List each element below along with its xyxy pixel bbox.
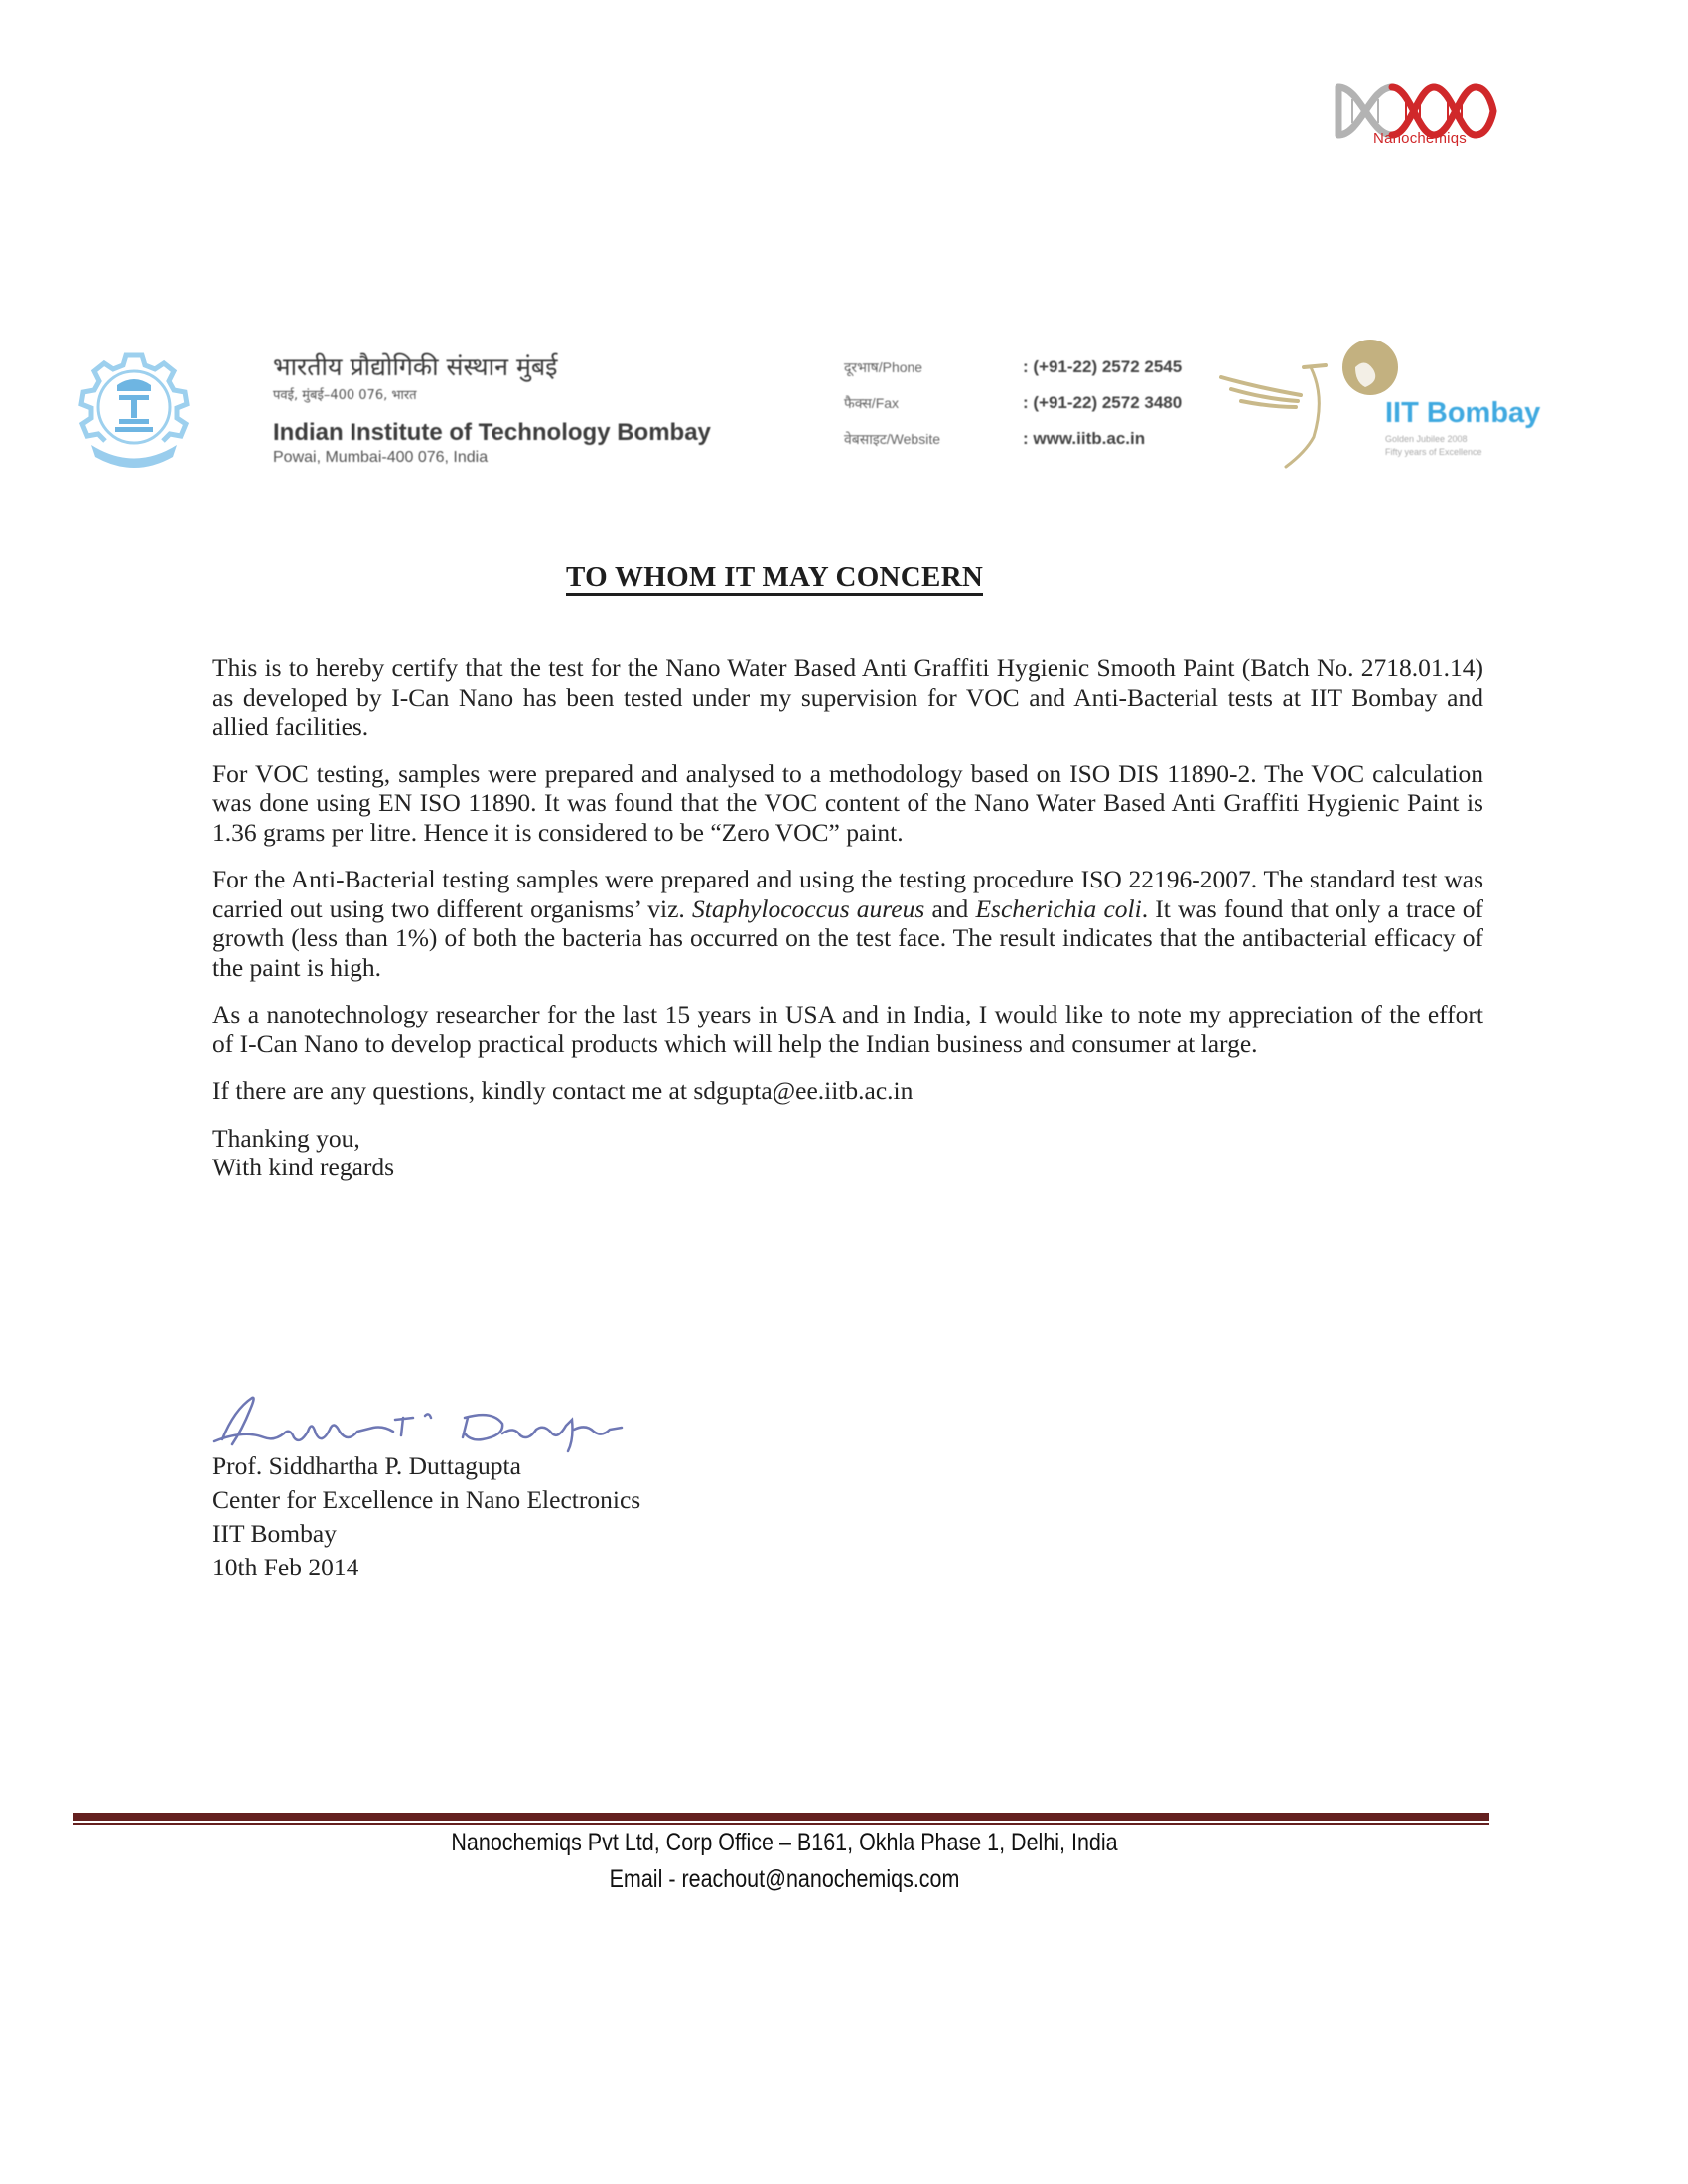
signatory-block (212, 1449, 640, 1584)
paragraph-certification: This is to hereby certify that the test for the Nano Water Based Anti Graffiti Hygienic Smooth Paint (Batch No. 2718.01.14) as developed by I-Can Nano has been tested under my supervision for VOC and Anti-Bacterial tests at IIT Bombay and allied facilities. (212, 653, 1483, 741)
paragraph-antibacterial-testing (212, 865, 1483, 982)
contact-value: : (+91-22) 2572 3480 (1023, 393, 1183, 412)
contact-label: वेबसाइट/Website (844, 430, 941, 447)
footer-divider-thin (73, 1823, 1489, 1825)
iitb-emblem-icon (70, 347, 199, 477)
footer-divider-thick (73, 1813, 1489, 1821)
footer-email: Email - reachout@nanochemiqs.com (609, 1865, 960, 1893)
letterhead-hindi-address: पवई, मुंबई–400 076, भारत (273, 388, 417, 403)
brand-name: Nanochemiqs (1373, 130, 1467, 147)
letterhead-hindi-title: भारतीय प्रौद्योगिकी संस्थान मुंबई (273, 352, 558, 381)
iitb-jubilee-text: IIT Bombay (1385, 397, 1541, 429)
antibacterial-text-b: . It was found that only a trace of growth (less than 1%) of both the bacteria has occurred on the test face. The result indicates that the antibacterial efficacy of the paint is high. (212, 893, 1483, 982)
letter-heading: TO WHOM IT MAY CONCERN (566, 562, 983, 596)
letter-date: 10th Feb 2014 (212, 1553, 359, 1581)
footer-address: Nanochemiqs Pvt Ltd, Corp Office – B161, Okhla Phase 1, Delhi, India (451, 1829, 1118, 1856)
signatory-department: Center for Excellence in Nano Electronics (212, 1485, 641, 1514)
letter-body (212, 653, 1483, 1182)
contact-website (844, 421, 1182, 457)
organism-staphylococcus: Staphylococcus aureus (692, 893, 925, 923)
paragraph-contact: If there are any questions, kindly contact me at sdgupta@ee.iitb.ac.in (212, 1076, 914, 1105)
signatory-institute: IIT Bombay (212, 1519, 337, 1548)
contact-phone (844, 349, 1182, 385)
paragraph-appreciation: As a nanotechnology researcher for the last 15 years in USA and in India, I would like to note my appreciation of the effort of I-Can Nano to develop practical products which will help the Indian business and consumer at large. (212, 1000, 1483, 1058)
iitb-jubilee-tagline: Fifty years of Excellence (1385, 447, 1482, 457)
organism-ecoli: Escherichia coli (975, 893, 1142, 923)
antibacterial-text-and: and (924, 893, 976, 923)
closing-regards: With kind regards (212, 1153, 395, 1181)
antibacterial-text-a: For the Anti-Bacterial testing samples were prepared and using the testing procedure ISO 22196-2007. The standard test was carried out using two different organisms’ viz. (212, 865, 1483, 923)
letterhead-english-title: Indian Institute of Technology Bombay (273, 419, 711, 446)
paragraph-voc-testing: For VOC testing, samples were prepared and analysed to a methodology based on ISO DIS 11890-2. The VOC calculation was done using EN ISO 11890. It was found that the VOC content of the Nano Water Based Anti Graffiti Hygienic Paint is 1.36 grams per litre. Hence it is considered to be “Zero VOC” paint. (212, 758, 1483, 847)
contact-value: : www.iitb.ac.in (1023, 429, 1146, 448)
contact-label: फैक्स/Fax (844, 394, 900, 411)
closing-thanks: Thanking you, (212, 1123, 360, 1153)
letterhead-english-address: Powai, Mumbai-400 076, India (273, 449, 489, 466)
iitb-jubilee-subtitle: Golden Jubilee 2008 (1385, 434, 1468, 444)
contact-fax (844, 385, 1182, 421)
contact-label: दूरभाष/Phone (844, 358, 923, 375)
letterhead-contacts (844, 349, 1182, 457)
contact-value: : (+91-22) 2572 2545 (1023, 357, 1183, 376)
signatory-name: Prof. Siddhartha P. Duttagupta (212, 1451, 521, 1480)
